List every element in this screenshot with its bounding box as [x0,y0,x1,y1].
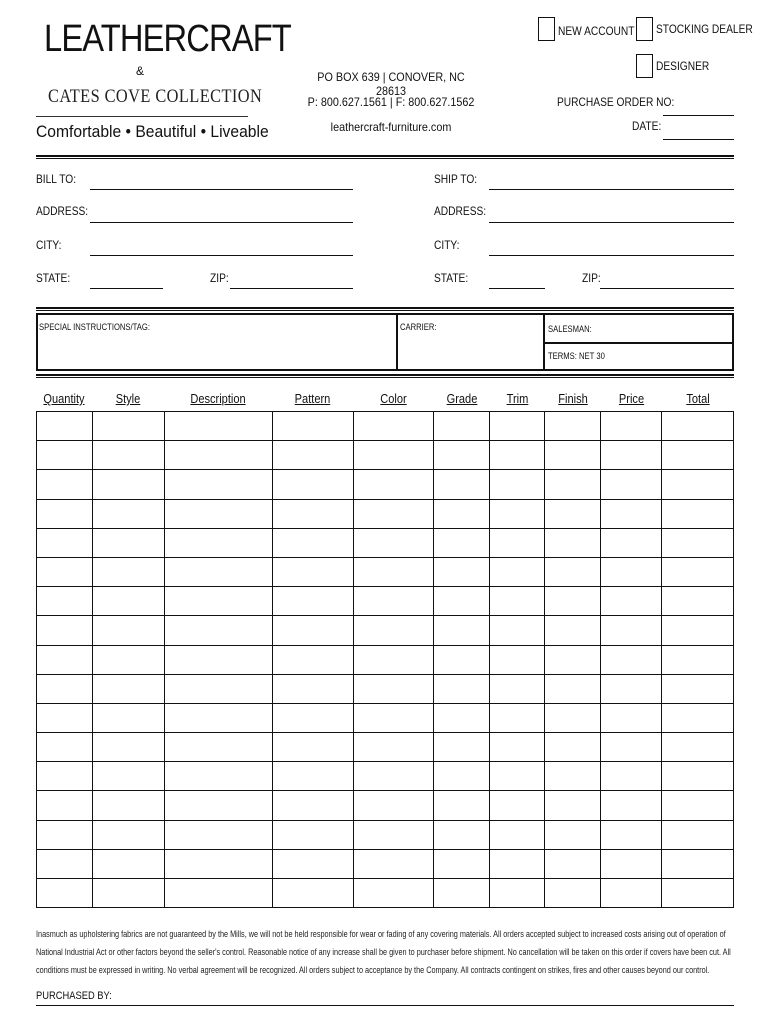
table-cell-color[interactable] [353,791,434,820]
col-header-description: Description [190,391,246,406]
designer-checkbox[interactable] [636,54,653,78]
table-cell-price[interactable] [601,470,662,499]
date-field[interactable] [663,139,734,140]
ship-to-zip-field[interactable] [600,288,734,289]
special-instructions-field[interactable] [38,335,394,369]
table-cell-price[interactable] [601,616,662,645]
table-cell-pattern[interactable] [272,703,353,732]
table-row [37,645,734,674]
table-row [37,412,734,441]
bill-to-zip-label: ZIP: [210,271,229,285]
bill-to-label: BILL TO: [36,172,77,186]
table-cell-finish[interactable] [545,412,601,441]
table-cell-price[interactable] [601,587,662,616]
ship-to-name-field[interactable] [489,189,734,190]
table-cell-quantity[interactable] [37,528,93,557]
table-cell-finish[interactable] [545,762,601,791]
table-cell-pattern[interactable] [272,499,353,528]
col-header-grade: Grade [446,391,478,406]
table-cell-pattern[interactable] [272,879,353,908]
ship-to-address-label: ADDRESS: [434,204,487,218]
table-cell-finish[interactable] [545,879,601,908]
table-cell-price[interactable] [601,674,662,703]
table-cell-quantity[interactable] [37,674,93,703]
table-cell-finish[interactable] [545,587,601,616]
table-cell-finish[interactable] [545,820,601,849]
table-cell-style[interactable] [92,733,164,762]
table-cell-color[interactable] [353,703,434,732]
table-row [37,557,734,586]
table-cell-quantity[interactable] [37,703,93,732]
table-cell-description[interactable] [164,674,272,703]
table-cell-style[interactable] [92,762,164,791]
table-row [37,733,734,762]
table-cell-color[interactable] [353,733,434,762]
table-cell-quantity[interactable] [37,441,93,470]
table-cell-price[interactable] [601,441,662,470]
table-cell-quantity[interactable] [37,791,93,820]
table-cell-color[interactable] [353,412,434,441]
salesman-terms-divider [543,342,734,344]
date-label: DATE: [632,119,662,133]
ship-to-city-field[interactable] [489,255,734,256]
table-cell-pattern[interactable] [272,412,353,441]
ship-to-state-field[interactable] [489,288,545,289]
carrier-divider [396,313,398,371]
purchased-by-field[interactable] [36,1005,734,1006]
table-cell-style[interactable] [92,499,164,528]
table-cell-style[interactable] [92,674,164,703]
table-cell-quantity[interactable] [37,557,93,586]
col-header-price: Price [618,391,645,406]
table-row [37,791,734,820]
table-cell-quantity[interactable] [37,820,93,849]
table-cell-style[interactable] [92,703,164,732]
table-cell-description[interactable] [164,820,272,849]
table-cell-style[interactable] [92,470,164,499]
table-cell-pattern[interactable] [272,791,353,820]
table-cell-description[interactable] [164,879,272,908]
table-cell-price[interactable] [601,849,662,878]
details-divider [36,307,734,311]
table-cell-style[interactable] [92,849,164,878]
table-cell-quantity[interactable] [37,762,93,791]
table-cell-grade[interactable] [434,557,490,586]
col-header-total: Total [686,391,710,406]
table-cell-trim[interactable] [490,645,545,674]
stocking-dealer-checkbox[interactable] [636,17,653,41]
terms-and-conditions: Inasmuch as upholstering fabrics are not guaranteed by the Mills, we will not be held responsible for wear or fading of any covering materials. All orders accepted subject to increased costs arising out of operation of National Industrial Act or other factors beyond the seller's control. Reasonable notice of any increase shall be given to purchaser before shipment. No cancellation will be taken on this order if covers have been cut. All conditions must be expressed in writing. No verbal agreement will be recognized. All orders subject to acceptance by the Company. All contracts contingent on strikes, fires and other causes beyond our control. [36,929,731,975]
table-cell-finish[interactable] [545,441,601,470]
table-cell-grade[interactable] [434,499,490,528]
table-cell-pattern[interactable] [272,820,353,849]
table-cell-style[interactable] [92,820,164,849]
table-cell-color[interactable] [353,587,434,616]
table-cell-total[interactable] [662,499,734,528]
table-cell-pattern[interactable] [272,557,353,586]
table-cell-quantity[interactable] [37,587,93,616]
table-cell-grade[interactable] [434,849,490,878]
table-cell-finish[interactable] [545,791,601,820]
stocking-dealer-label: STOCKING DEALER [656,22,753,36]
table-row [37,820,734,849]
table-cell-total[interactable] [662,587,734,616]
table-cell-style[interactable] [92,791,164,820]
table-cell-color[interactable] [353,762,434,791]
table-cell-trim[interactable] [490,587,545,616]
table-cell-style[interactable] [92,441,164,470]
table-cell-finish[interactable] [545,616,601,645]
table-cell-trim[interactable] [490,820,545,849]
table-cell-quantity[interactable] [37,645,93,674]
table-cell-pattern[interactable] [272,528,353,557]
table-cell-trim[interactable] [490,762,545,791]
table-row [37,703,734,732]
table-cell-description[interactable] [164,849,272,878]
ship-to-state-label: STATE: [434,271,469,285]
terms-label: TERMS: NET 30 [548,351,605,361]
table-cell-quantity[interactable] [37,733,93,762]
table-row [37,762,734,791]
table-cell-finish[interactable] [545,849,601,878]
table-cell-total[interactable] [662,470,734,499]
col-header-finish: Finish [558,391,588,406]
table-cell-pattern[interactable] [272,674,353,703]
table-cell-finish[interactable] [545,470,601,499]
table-cell-color[interactable] [353,820,434,849]
carrier-label: CARRIER: [400,322,437,332]
table-cell-description[interactable] [164,587,272,616]
bill-to-zip-field[interactable] [230,288,353,289]
table-cell-color[interactable] [353,849,434,878]
brand-tagline: Comfortable • Beautiful • Liveable [36,122,269,141]
table-cell-color[interactable] [353,528,434,557]
brand-ampersand: & [136,64,145,78]
table-cell-trim[interactable] [490,849,545,878]
table-cell-pattern[interactable] [272,733,353,762]
col-header-trim: Trim [506,391,529,406]
table-cell-pattern[interactable] [272,849,353,878]
table-cell-quantity[interactable] [37,849,93,878]
company-website: leathercraft-furniture.com [330,120,452,134]
table-cell-trim[interactable] [490,412,545,441]
table-cell-quantity[interactable] [37,879,93,908]
table-cell-description[interactable] [164,557,272,586]
table-cell-price[interactable] [601,820,662,849]
table-cell-grade[interactable] [434,616,490,645]
table-cell-description[interactable] [164,499,272,528]
table-cell-total[interactable] [662,645,734,674]
table-cell-total[interactable] [662,849,734,878]
table-cell-price[interactable] [601,499,662,528]
table-cell-price[interactable] [601,879,662,908]
table-row [37,587,734,616]
table-cell-finish[interactable] [545,528,601,557]
table-cell-description[interactable] [164,412,272,441]
table-cell-grade[interactable] [434,733,490,762]
table-cell-total[interactable] [662,879,734,908]
salesman-label: SALESMAN: [548,324,592,334]
table-cell-finish[interactable] [545,645,601,674]
company-phone-fax: P: 800.627.1561 | F: 800.627.1562 [307,95,475,109]
table-cell-description[interactable] [164,791,272,820]
table-cell-style[interactable] [92,587,164,616]
table-cell-style[interactable] [92,645,164,674]
table-cell-grade[interactable] [434,703,490,732]
table-cell-color[interactable] [353,616,434,645]
ship-to-zip-label: ZIP: [582,271,601,285]
col-header-pattern: Pattern [294,391,331,406]
table-cell-style[interactable] [92,616,164,645]
table-cell-quantity[interactable] [37,470,93,499]
bill-to-state-field[interactable] [90,288,163,289]
bill-to-city-label: CITY: [36,238,62,252]
special-instructions-label: SPECIAL INSTRUCTIONS/TAG: [39,322,150,332]
table-cell-finish[interactable] [545,557,601,586]
col-header-quantity: Quantity [43,391,85,406]
table-cell-description[interactable] [164,470,272,499]
table-cell-description[interactable] [164,703,272,732]
ship-to-city-label: CITY: [434,238,460,252]
carrier-field[interactable] [400,335,541,369]
table-cell-grade[interactable] [434,470,490,499]
table-cell-finish[interactable] [545,703,601,732]
table-cell-color[interactable] [353,499,434,528]
table-cell-total[interactable] [662,557,734,586]
table-cell-color[interactable] [353,470,434,499]
table-cell-color[interactable] [353,645,434,674]
table-row [37,528,734,557]
table-cell-price[interactable] [601,733,662,762]
table-cell-description[interactable] [164,645,272,674]
order-items-table [36,411,734,908]
table-cell-color[interactable] [353,674,434,703]
table-cell-color[interactable] [353,557,434,586]
table-cell-total[interactable] [662,762,734,791]
table-cell-grade[interactable] [434,820,490,849]
header-divider [36,155,734,159]
table-cell-trim[interactable] [490,528,545,557]
table-cell-grade[interactable] [434,587,490,616]
table-cell-pattern[interactable] [272,470,353,499]
table-cell-trim[interactable] [490,616,545,645]
table-cell-trim[interactable] [490,879,545,908]
table-cell-description[interactable] [164,762,272,791]
table-divider [36,374,734,378]
bill-to-address-label: ADDRESS: [36,204,89,218]
table-cell-total[interactable] [662,733,734,762]
table-cell-grade[interactable] [434,791,490,820]
brand-sub-name: CATES COVE COLLECTION [48,86,263,107]
table-cell-quantity[interactable] [37,499,93,528]
table-cell-price[interactable] [601,557,662,586]
table-cell-grade[interactable] [434,879,490,908]
table-cell-grade[interactable] [434,762,490,791]
table-row [37,470,734,499]
table-cell-total[interactable] [662,528,734,557]
table-cell-trim[interactable] [490,441,545,470]
table-row [37,441,734,470]
table-cell-style[interactable] [92,879,164,908]
table-row [37,499,734,528]
table-cell-trim[interactable] [490,470,545,499]
col-header-style: Style [115,391,141,406]
table-cell-trim[interactable] [490,674,545,703]
table-cell-total[interactable] [662,412,734,441]
table-cell-pattern[interactable] [272,587,353,616]
table-cell-trim[interactable] [490,703,545,732]
table-row [37,616,734,645]
purchase-order-label: PURCHASE ORDER NO: [557,95,675,109]
table-cell-total[interactable] [662,703,734,732]
table-cell-price[interactable] [601,762,662,791]
table-cell-pattern[interactable] [272,616,353,645]
table-cell-finish[interactable] [545,674,601,703]
table-cell-trim[interactable] [490,557,545,586]
table-cell-total[interactable] [662,616,734,645]
table-cell-pattern[interactable] [272,645,353,674]
table-cell-pattern[interactable] [272,762,353,791]
table-cell-description[interactable] [164,441,272,470]
table-row [37,879,734,908]
table-cell-pattern[interactable] [272,441,353,470]
table-cell-total[interactable] [662,674,734,703]
table-cell-trim[interactable] [490,733,545,762]
table-cell-quantity[interactable] [37,412,93,441]
table-cell-color[interactable] [353,441,434,470]
table-cell-quantity[interactable] [37,616,93,645]
table-cell-description[interactable] [164,528,272,557]
table-cell-total[interactable] [662,820,734,849]
new-account-label: NEW ACCOUNT [558,24,635,38]
table-cell-grade[interactable] [434,412,490,441]
table-cell-finish[interactable] [545,499,601,528]
table-cell-price[interactable] [601,412,662,441]
company-address: PO BOX 639 | CONOVER, NC 28613 [317,70,465,98]
table-cell-price[interactable] [601,703,662,732]
table-cell-style[interactable] [92,557,164,586]
table-cell-color[interactable] [353,879,434,908]
table-cell-style[interactable] [92,412,164,441]
table-cell-grade[interactable] [434,528,490,557]
designer-label: DESIGNER [656,59,710,73]
new-account-checkbox[interactable] [538,17,555,41]
brand-logo-name: LEATHERCRAFT [44,18,291,60]
bill-to-state-label: STATE: [36,271,71,285]
table-cell-trim[interactable] [490,499,545,528]
table-cell-grade[interactable] [434,645,490,674]
table-cell-price[interactable] [601,528,662,557]
table-row [37,849,734,878]
table-cell-total[interactable] [662,441,734,470]
bill-to-name-field[interactable] [90,189,353,190]
purchased-by-label: PURCHASED BY: [36,990,112,1002]
bill-to-city-field[interactable] [90,255,353,256]
table-cell-finish[interactable] [545,733,601,762]
bill-to-address-field[interactable] [90,222,353,223]
logo-divider [36,116,248,117]
table-cell-grade[interactable] [434,441,490,470]
col-header-color: Color [380,391,407,406]
table-cell-price[interactable] [601,645,662,674]
table-cell-total[interactable] [662,791,734,820]
ship-to-address-field[interactable] [489,222,734,223]
table-cell-trim[interactable] [490,791,545,820]
table-cell-price[interactable] [601,791,662,820]
ship-to-label: SHIP TO: [434,172,478,186]
table-cell-description[interactable] [164,616,272,645]
table-cell-style[interactable] [92,528,164,557]
table-cell-description[interactable] [164,733,272,762]
table-cell-grade[interactable] [434,674,490,703]
purchase-order-field[interactable] [663,115,734,116]
table-row [37,674,734,703]
